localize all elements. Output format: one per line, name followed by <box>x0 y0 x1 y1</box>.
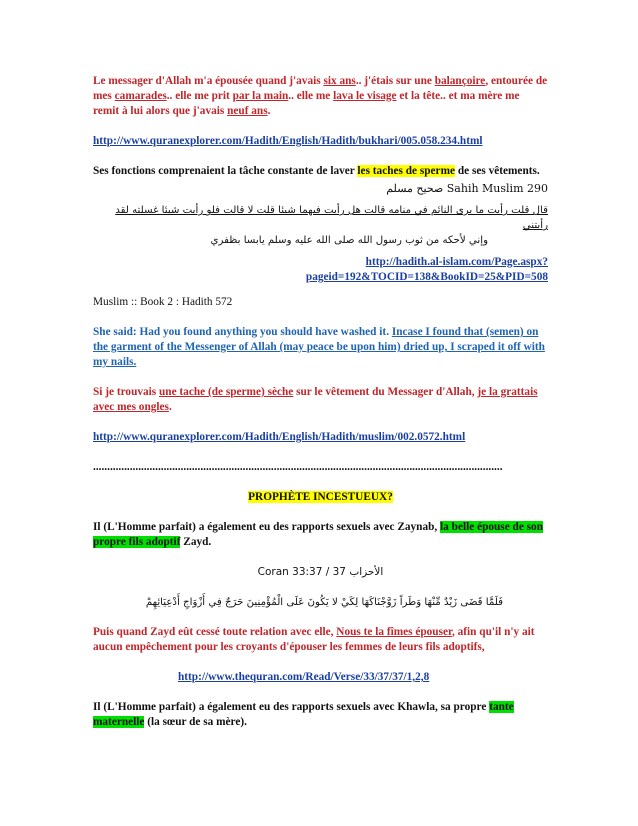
al-islam-link-line-2[interactable]: pageid=192&TOCID=138&BookID=25&PID=508 <box>305 271 548 283</box>
text: .. j'étais sur une <box>355 75 435 87</box>
text: Puis quand Zayd eût cessé toute relation avec elle, <box>93 626 337 638</box>
underlined-text: je la grattais avec mes ongles <box>93 386 538 413</box>
zaynab-paragraph <box>93 520 548 550</box>
underlined-text: camarades <box>114 90 167 102</box>
text: Il (L'Homme parfait) a également eu des rapports sexuels avec Khawla, sa propre <box>93 701 490 713</box>
text: Il (L'Homme parfait) a également eu des rapports sexuels avec Zaynab, <box>93 521 441 533</box>
text: .. elle me prit <box>166 90 233 102</box>
english-hadith-paragraph <box>93 325 548 370</box>
sahih-muslim-reference: صحيح مسلم Sahih Muslim 290 <box>386 182 548 195</box>
highlighted-text: la belle épouse de son propre fils adoptif <box>93 521 543 548</box>
text: sur le vêtement du Messager d'Allah, <box>293 386 478 398</box>
text: Zayd. <box>180 536 212 548</box>
arabic-hadith-line-1: قال قلت رأيت ما يرى النائم في منامه قالت هل رأيت فيهما شيئا قلت لا قالت فلو رأيت شيئا غسلته لقد رأيتني <box>115 205 548 231</box>
text: She said: Had you found anything you should have washed it. <box>93 326 392 338</box>
dotted-separator: ................................................................................................................................................. <box>93 461 503 473</box>
thequran-link[interactable]: http://www.thequran.com/Read/Verse/33/37/37/1,2,8 <box>178 671 430 683</box>
aisha-marriage-paragraph <box>93 74 548 119</box>
underlined-text: balançoire <box>434 75 486 87</box>
underlined-text: lava le visage <box>333 90 397 102</box>
muslim-book-reference: Muslim :: Book 2 : Hadith 572 <box>93 296 233 308</box>
text: Si je trouvais <box>93 386 160 398</box>
french-hadith-paragraph <box>93 385 548 415</box>
underlined-text: neuf ans <box>227 105 268 117</box>
bukhari-link[interactable]: http://www.quranexplorer.com/Hadith/English/Hadith/bukhari/005.058.234.html <box>93 135 483 147</box>
khawla-paragraph <box>93 700 548 730</box>
highlighted-text: les taches de sperme <box>357 165 455 177</box>
underlined-text: six ans <box>323 75 356 87</box>
underlined-text: par la main <box>232 90 289 102</box>
text: (la sœur de sa mère). <box>144 716 247 728</box>
muslim-link[interactable]: http://www.quranexplorer.com/Hadith/English/Hadith/muslim/002.0572.html <box>93 431 466 443</box>
underlined-text: une tache (de sperme) sèche <box>159 386 294 398</box>
arabic-verse: فَلَمَّا قَضَى زَيْدٌ مِّنْهَا وَطَراً زَوَّجْنَاكَهَا لِكَيْ لا يَكُونَ عَلَى الْمُؤْمِنِينَ حَرَجٌ فِي أَزْوَاجِ أَدْعِيَائِهِمْ <box>145 597 503 608</box>
coran-reference: Coran 33:37 / 37 الأحزاب <box>257 566 384 578</box>
section-heading: PROPHÈTE INCESTUEUX? <box>248 491 393 503</box>
underlined-text: Nous te la fîmes épouser <box>336 626 452 638</box>
text: .. elle me <box>288 90 334 102</box>
text: et la tête.. et ma mère me remit à lui alors que j'avais <box>93 90 520 117</box>
washing-paragraph <box>93 164 548 179</box>
al-islam-link-line-1[interactable]: http://hadith.al-islam.com/Page.aspx? <box>365 256 548 268</box>
text: Le messager d'Allah m'a épousée quand j'avais <box>93 75 324 87</box>
text: Ses fonctions comprenaient la tâche constante de laver <box>93 165 358 177</box>
highlighted-text: tante maternelle <box>93 701 514 728</box>
text: . <box>267 105 271 117</box>
document-page <box>93 74 548 730</box>
text: . <box>168 401 172 413</box>
text: , afin qu'il n'y ait aucun empêchement pour les croyants d'épouser les femmes de leurs fils adoptifs, <box>93 626 535 653</box>
underlined-text: Incase I found that (semen) on the garment of the Messenger of Allah (may peace be upon him) dried up, I scraped it off with my nails. <box>93 326 545 368</box>
text: de ses vêtements. <box>455 165 540 177</box>
text: , entourée de mes <box>93 75 548 102</box>
arabic-hadith-line-2: وإني لأحكه من ثوب رسول الله صلى الله عليه وسلم يابسا بظفري <box>210 235 488 246</box>
verse-translation-paragraph <box>93 625 548 655</box>
